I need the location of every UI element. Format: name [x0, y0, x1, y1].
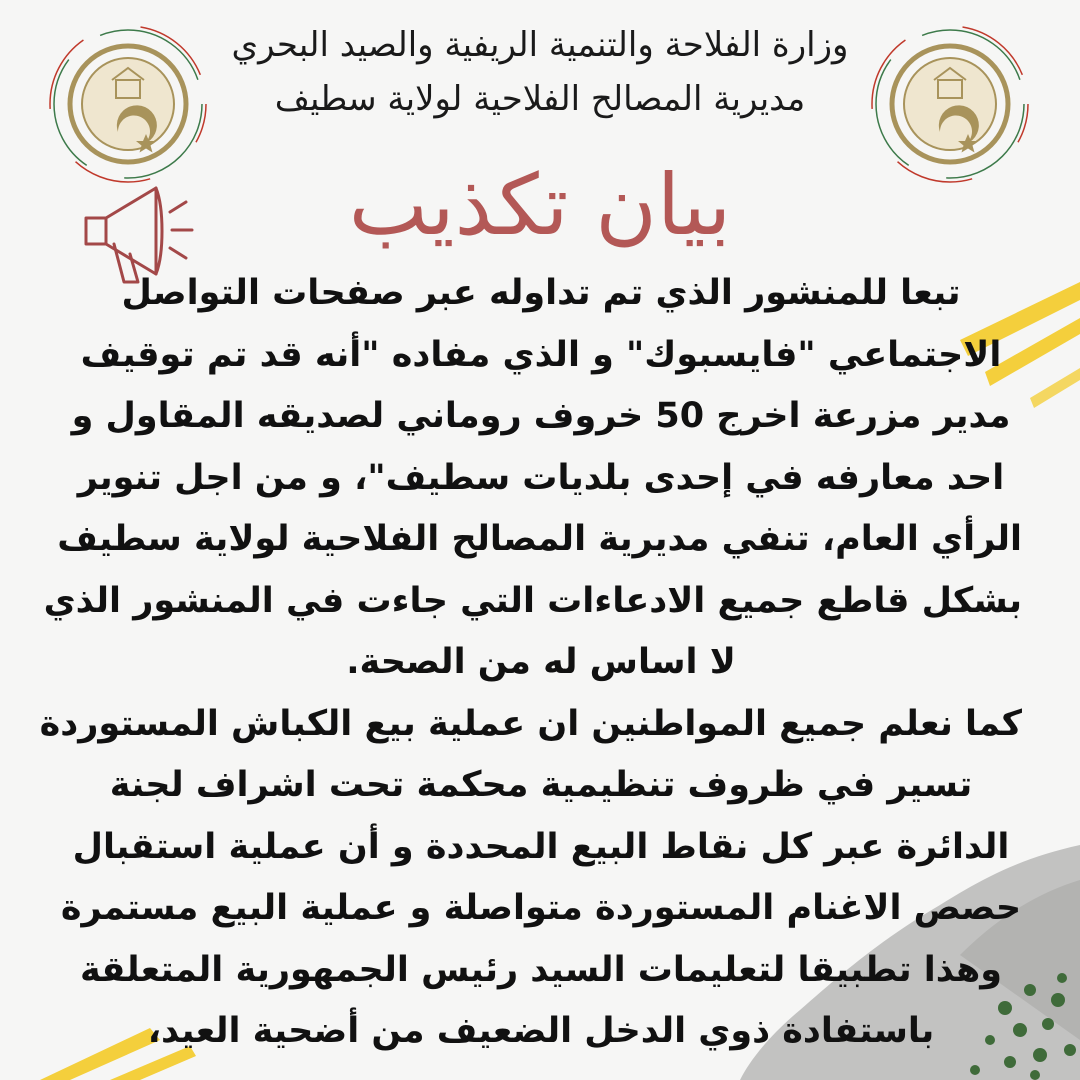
- algeria-emblem-icon: [868, 22, 1032, 186]
- body-line: الدائرة عبر كل نقاط البيع المحددة و أن عملية استقبال: [72, 826, 1010, 867]
- header: [200, 18, 880, 126]
- body-line: مدير مزرعة اخرج 50 خروف روماني لصديقه المقاول و: [71, 396, 1011, 436]
- body-line: الاجتماعي "فايسبوك" و الذي مفاده "أنه قد تم توقيف: [80, 334, 1002, 375]
- body-line: احد معارفه في إحدى بلديات سطيف"، و من اجل تنوير: [77, 457, 1005, 498]
- body-line: الرأي العام، تنفي مديرية المصالح الفلاحية لولاية سطيف: [57, 519, 1022, 559]
- body-line: باستفادة ذوي الدخل الضعيف من أضحية العيد،: [147, 1011, 935, 1051]
- body-line: بشكل قاطع جميع الادعاءات التي جاءت في المنشور الذي: [43, 580, 1022, 621]
- directorate-name: مديرية المصالح الفلاحية لولاية سطيف: [274, 79, 806, 119]
- page-title: بيان تكذيب: [348, 156, 732, 254]
- body-line: كما نعلم جميع المواطنين ان عملية بيع الكباش المستوردة: [39, 703, 1022, 744]
- body-line: تسير في ظروف تنظيمية محكمة تحت اشراف لجنة: [109, 765, 973, 805]
- ministry-name: وزارة الفلاحة والتنمية الريفية والصيد البحري: [231, 25, 849, 65]
- body-line: حصص الاغنام المستوردة متواصلة و عملية البيع مستمرة: [60, 888, 1022, 928]
- algeria-emblem-icon: [46, 22, 210, 186]
- body-line: تبعا للمنشور الذي تم تداوله عبر صفحات التواصل: [121, 273, 961, 313]
- body-line: لا اساس له من الصحة.: [346, 642, 736, 682]
- body-line: وهذا تطبيقا لتعليمات السيد رئيس الجمهورية المتعلقة: [79, 949, 1003, 990]
- statement-body: [39, 263, 1022, 1063]
